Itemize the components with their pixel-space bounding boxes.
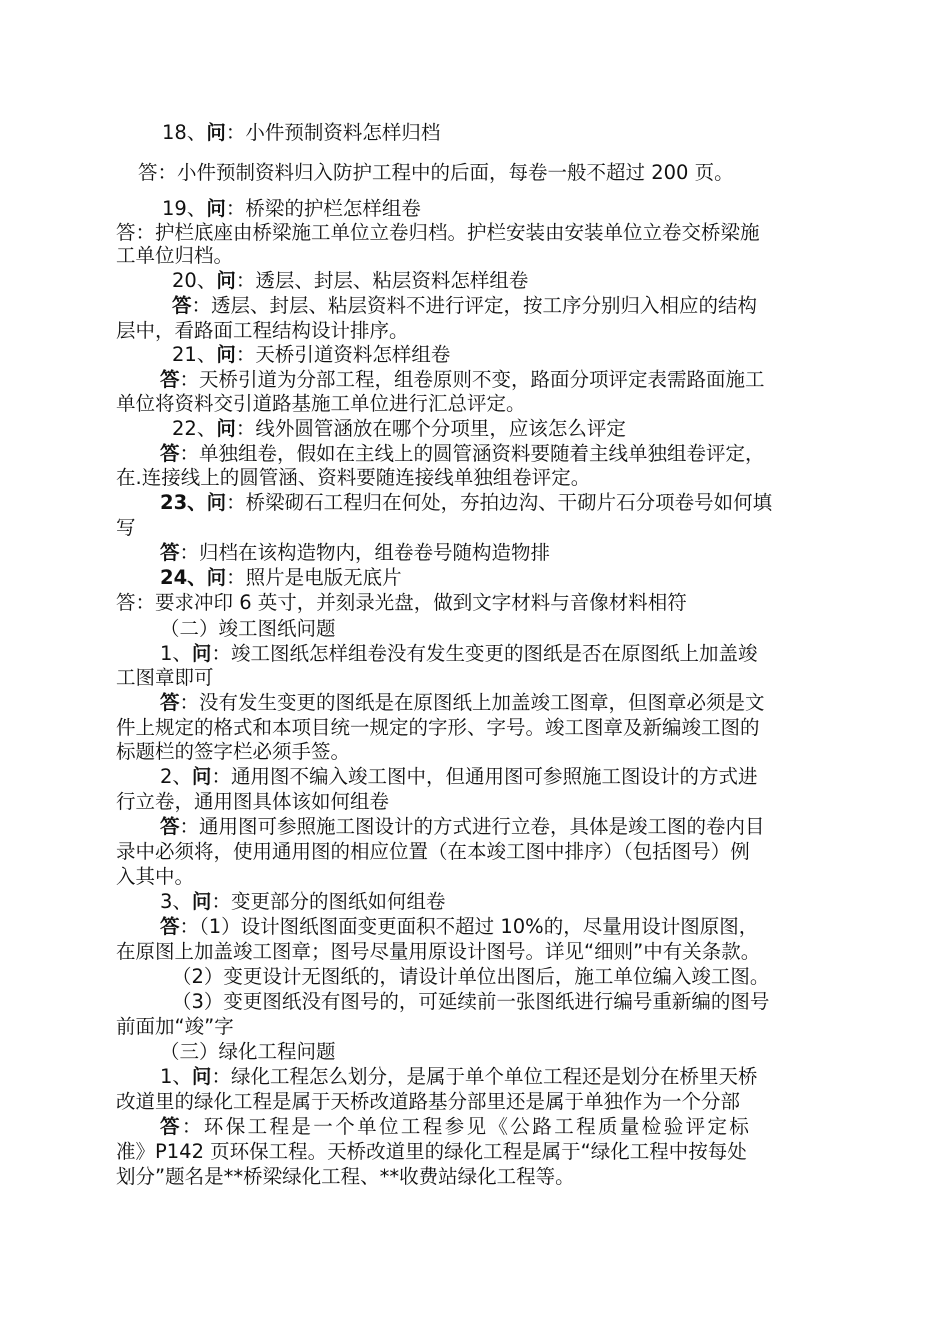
answer-line: 工单位归档。 xyxy=(116,244,234,267)
answer-line: 标题栏的签字栏必须手签。 xyxy=(116,740,351,763)
answer-line: 层中，看路面工程结构设计排序。 xyxy=(116,319,409,342)
answer-line: 单位将资料交引道路基施工单位进行汇总评定。 xyxy=(116,392,526,415)
answer-line: 前面加“竣”字 xyxy=(116,1015,234,1038)
question-line: 1、问：绿化工程怎么划分，是属于单个单位工程还是划分在桥里天桥 xyxy=(160,1065,758,1088)
question-line: 20、问：透层、封层、粘层资料怎样组卷 xyxy=(172,269,529,292)
answer-line: 答：归档在该构造物内，组卷卷号随构造物排 xyxy=(160,541,551,564)
question-line: 工图章即可 xyxy=(116,666,214,689)
answer-line: 入其中。 xyxy=(116,865,195,888)
question-line: 19、问：桥梁的护栏怎样组卷 xyxy=(162,197,421,220)
answer-line: 答：天桥引道为分部工程，组卷原则不变，路面分项评定表需路面施工 xyxy=(160,368,765,391)
question-line: 3、问：变更部分的图纸如何组卷 xyxy=(160,890,446,913)
answer-line: 答：没有发生变更的图纸是在原图纸上加盖竣工图章，但图章必须是文 xyxy=(160,691,765,714)
question-line: 18、问：小件预制资料怎样归档 xyxy=(162,121,441,144)
answer-line: 划分”题名是**桥梁绿化工程、**收费站绿化工程等。 xyxy=(116,1165,575,1188)
question-line: 2、问：通用图不编入竣工图中，但通用图可参照施工图设计的方式进 xyxy=(160,765,758,788)
answer-line: 答：透层、封层、粘层资料不进行评定，按工序分别归入相应的结构 xyxy=(172,294,758,317)
answer-line: 在.连接线上的圆管涵、资料要随连接线单独组卷评定。 xyxy=(116,466,591,489)
answer-line: 件上规定的格式和本项目统一规定的字形、字号。竣工图章及新编竣工图的 xyxy=(116,716,760,739)
answer-line: 在原图上加盖竣工图章；图号尽量用原设计图号。详见“细则”中有关条款。 xyxy=(116,940,761,963)
question-line: 24、问：照片是电版无底片 xyxy=(160,566,402,589)
question-line: 21、问：天桥引道资料怎样组卷 xyxy=(172,343,451,366)
section-heading: （二）竣工图纸问题 xyxy=(160,617,336,640)
answer-line: 答：环保工程是一个单位工程参见《公路工程质量检验评定标 xyxy=(160,1115,752,1138)
answer-line: 准》P142 页环保工程。天桥改道里的绿化工程是属于“绿化工程中按每处 xyxy=(116,1140,747,1163)
question-line: 改道里的绿化工程是属于天桥改道路基分部里还是属于单独作为一个分部 xyxy=(116,1090,741,1113)
answer-line: 答：通用图可参照施工图设计的方式进行立卷，具体是竣工图的卷内目 xyxy=(160,815,765,838)
question-line: 23、问：桥梁砌石工程归在何处，夯拍边沟、干砌片石分项卷号如何填 xyxy=(160,491,773,514)
question-line: 1、问：竣工图纸怎样组卷没有发生变更的图纸是否在原图纸上加盖竣 xyxy=(160,642,758,665)
answer-line: 答：单独组卷，假如在主线上的圆管涵资料要随着主线单独组卷评定， xyxy=(160,442,765,465)
answer-line: （2）变更设计无图纸的，请设计单位出图后，施工单位编入竣工图。 xyxy=(172,965,770,988)
answer-line: 答：要求冲印 6 英寸，并刻录光盘，做到文字材料与音像材料相符 xyxy=(116,591,687,614)
answer-line: 答：小件预制资料归入防护工程中的后面，每卷一般不超过 200 页。 xyxy=(138,161,734,184)
question-line: 22、问：线外圆管涵放在哪个分项里，应该怎么评定 xyxy=(172,417,626,440)
question-line: 行立卷，通用图具体该如何组卷 xyxy=(116,790,390,813)
question-line: 写 xyxy=(116,516,136,539)
answer-line: （3）变更图纸没有图号的，可延续前一张图纸进行编号重新编的图号 xyxy=(172,990,770,1013)
answer-line: 答：（1）设计图纸图面变更面积不超过 10%的，尽量用设计图原图， xyxy=(160,915,759,938)
section-heading: （三）绿化工程问题 xyxy=(160,1040,336,1063)
answer-line: 答：护栏底座由桥梁施工单位立卷归档。护栏安装由安装单位立卷交桥梁施 xyxy=(116,221,760,244)
answer-line: 录中必须将，使用通用图的相应位置（在本竣工图中排序）（包括图号）例 xyxy=(116,840,750,863)
